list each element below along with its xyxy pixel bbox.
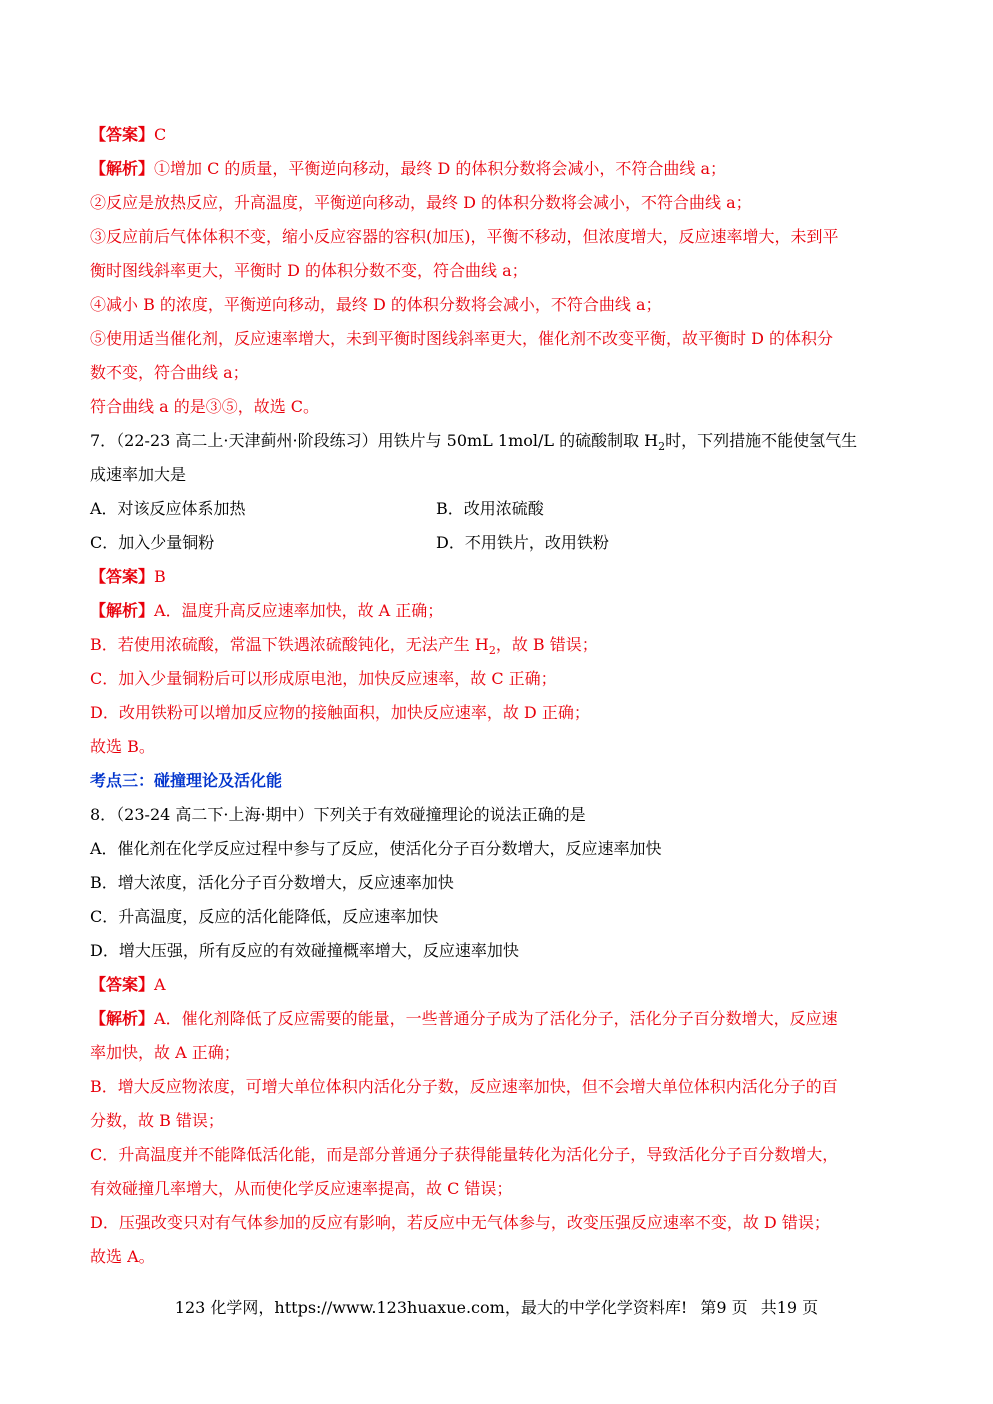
- q6-answer: [90, 118, 920, 152]
- q7-stem: [90, 424, 920, 458]
- option-c: C．加入少量铜粉: [90, 533, 215, 552]
- answer-tag: 【答案】: [90, 975, 155, 994]
- analysis-tag: 【解析】: [90, 159, 155, 178]
- analysis-text: B．若使用浓硫酸，常温下铁遇浓硫酸钝化，无法产生 H: [90, 635, 489, 654]
- q6-analysis-line: 衡时图线斜率更大，平衡时 D 的体积分数不变，符合曲线 a；: [90, 261, 528, 280]
- q7-options-row: [90, 526, 920, 560]
- analysis-tag: 【解析】: [90, 601, 155, 620]
- subscript: 2: [488, 644, 496, 658]
- q8-analysis-line: 率加快，故 A 正确；: [90, 1043, 240, 1062]
- q8-analysis-line: C．升高温度并不能降低活化能，而是部分普通分子获得能量转化为活化分子，导致活化分子百分数增大，: [90, 1145, 839, 1164]
- option-d: D．不用铁片，改用铁粉: [436, 533, 609, 552]
- analysis-text: A．温度升高反应速率加快，故 A 正确；: [154, 601, 444, 620]
- q8-analysis-line: D．压强改变只对有气体参加的反应有影响，若反应中无气体参与，改变压强反应速率不变，故 D 错误；: [90, 1213, 830, 1232]
- q8-analysis-line: B．增大反应物浓度，可增大单位体积内活化分子数，反应速率加快，但不会增大单位体积内活化分子的百: [90, 1077, 838, 1096]
- answer-value: C: [154, 125, 167, 144]
- q8-answer: [90, 968, 920, 1002]
- section-title: 考点三：碰撞理论及活化能: [90, 771, 283, 790]
- q7-stem-text: 7．（22-23 高二上·天津蓟州·阶段练习）用铁片与 50mL 1mol/L 的硫酸制取 H: [90, 431, 659, 450]
- q8-analysis-line: [90, 1002, 920, 1036]
- option-b: B．改用浓硫酸: [436, 499, 544, 518]
- answer-tag: 【答案】: [90, 125, 155, 144]
- footer-total-pages: 共19 页: [760, 1298, 819, 1317]
- answer-value: A: [154, 975, 166, 994]
- q6-analysis-line: ④减小 B 的浓度，平衡逆向移动，最终 D 的体积分数将会减小，不符合曲线 a；: [90, 295, 662, 314]
- q6-analysis-line: ⑤使用适当催化剂，反应速率增大，未到平衡时图线斜率更大，催化剂不改变平衡，故平衡时 D 的体积分: [90, 329, 834, 348]
- q6-analysis-line: [90, 152, 920, 186]
- q7-analysis-line: [90, 594, 920, 628]
- subscript: 2: [658, 440, 666, 454]
- footer-site: 123 化学网，https://www.123huaxue.com，最大的中学化学资料库!: [174, 1298, 688, 1317]
- q7-options-row: [90, 492, 920, 526]
- answer-tag: 【答案】: [90, 567, 155, 586]
- q6-analysis-line: 符合曲线 a 的是③⑤，故选 C。: [90, 397, 320, 416]
- q6-analysis-line: ③反应前后气体体积不变，缩小反应容器的容积(加压)，平衡不移动，但浓度增大，反应速率增大，未到平: [90, 227, 839, 246]
- option-b: B．增大浓度，活化分子百分数增大，反应速率加快: [90, 873, 454, 892]
- q8-analysis-line: 有效碰撞几率增大，从而使化学反应速率提高，故 C 错误；: [90, 1179, 513, 1198]
- q7-analysis-line: D．改用铁粉可以增加反应物的接触面积，加快反应速率，故 D 正确；: [90, 703, 590, 722]
- option-d: D．增大压强，所有反应的有效碰撞概率增大，反应速率加快: [90, 941, 519, 960]
- document-page: [90, 118, 920, 1274]
- q7-analysis-line: C．加入少量铜粉后可以形成原电池，加快反应速率，故 C 正确；: [90, 669, 557, 688]
- q7-answer: [90, 560, 920, 594]
- analysis-text: ①增加 C 的质量，平衡逆向移动，最终 D 的体积分数将会减小，不符合曲线 a；: [154, 159, 727, 178]
- q7-stem-text: 时，下列措施不能使氢气生: [665, 431, 858, 450]
- page-footer: [0, 1295, 993, 1318]
- footer-page-number: 第9 页: [700, 1298, 748, 1317]
- q8-analysis-line: 分数，故 B 错误；: [90, 1111, 224, 1130]
- option-c: C．升高温度，反应的活化能降低，反应速率加快: [90, 907, 439, 926]
- analysis-tag: 【解析】: [90, 1009, 155, 1028]
- q8-stem: 8．（23-24 高二下·上海·期中）下列关于有效碰撞理论的说法正确的是: [90, 805, 586, 824]
- answer-value: B: [154, 567, 166, 586]
- q8-analysis-line: 故选 A。: [90, 1247, 155, 1266]
- q7-stem: 成速率加大是: [90, 465, 187, 484]
- analysis-text: ，故 B 错误；: [495, 635, 598, 654]
- q7-analysis-line: [90, 628, 920, 662]
- q6-analysis-line: 数不变，符合曲线 a；: [90, 363, 249, 382]
- analysis-text: A．催化剂降低了反应需要的能量，一些普通分子成为了活化分子，活化分子百分数增大，反应速: [154, 1009, 838, 1028]
- q6-analysis-line: ②反应是放热反应，升高温度，平衡逆向移动，最终 D 的体积分数将会减小，不符合曲线 a；: [90, 193, 752, 212]
- option-a: A．催化剂在化学反应过程中参与了反应，使活化分子百分数增大，反应速率加快: [90, 839, 662, 858]
- option-a: A．对该反应体系加热: [90, 499, 246, 518]
- q7-analysis-line: 故选 B。: [90, 737, 155, 756]
